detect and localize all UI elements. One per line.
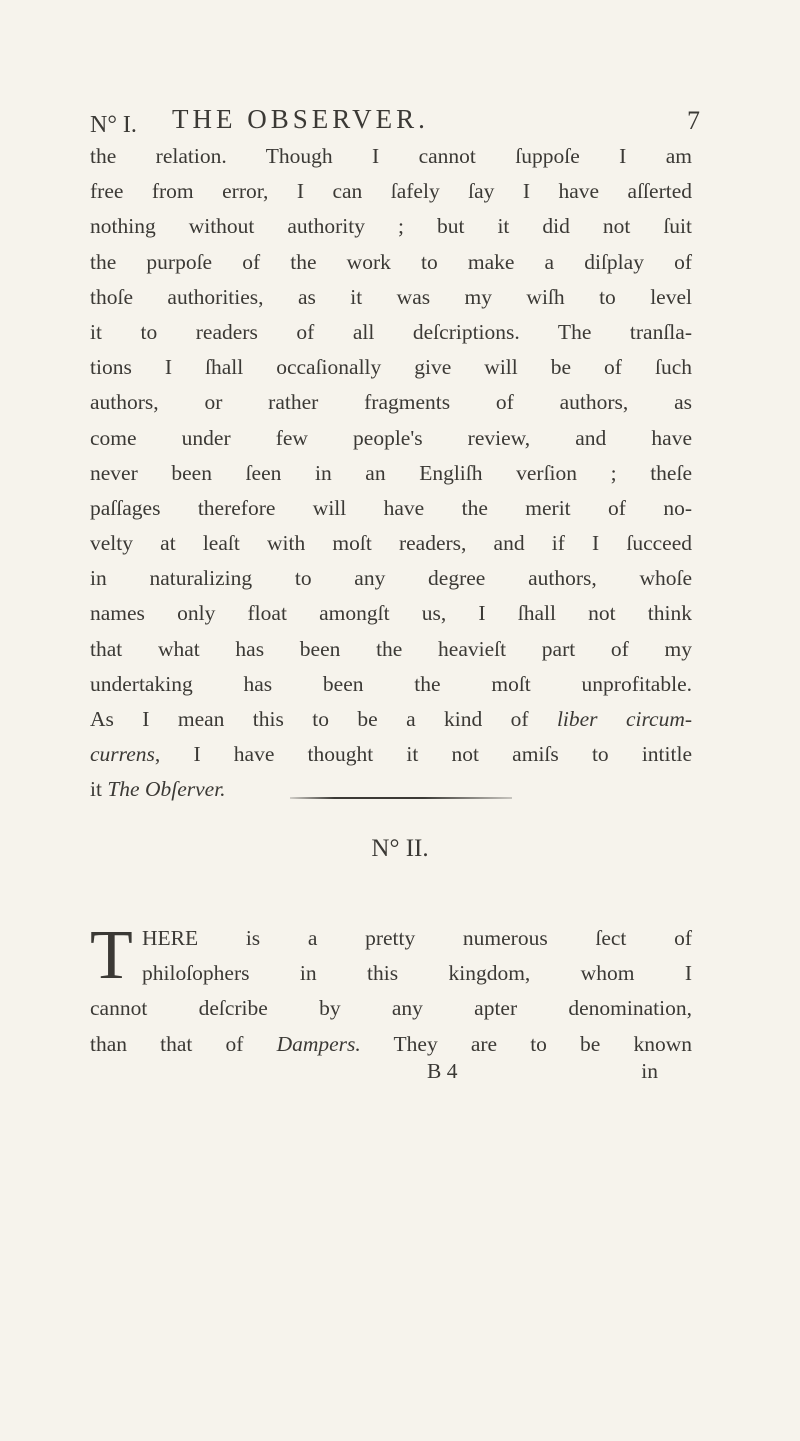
section-divider <box>290 797 512 799</box>
text-line: undertaking has been the moſt unprofitable. <box>90 671 692 696</box>
italic-span: Dampers. <box>276 1031 361 1056</box>
italic-span: liber circum- <box>556 707 693 731</box>
text-line: the purpoſe of the work to make a diſplay of <box>90 249 692 274</box>
text-line: nothing without authority ; but it did not ſuit <box>90 214 692 239</box>
text-line: it to readers of all deſcriptions. The tranſla- <box>90 319 692 344</box>
text-line: that what has been the heavieſt part of my <box>90 636 692 661</box>
text-line: names only float amongſt us, I ſhall not think <box>90 601 692 626</box>
text-line: the relation. Though I cannot ſuppoſe I am <box>90 144 692 168</box>
text-line: come under few people's review, and have <box>90 425 692 450</box>
text-span: than that of <box>90 1031 277 1056</box>
text-line <box>90 702 692 737</box>
text-line: tions I ſhall occaſionally give will be of ſuch <box>90 355 692 380</box>
italic-span: currens <box>90 742 155 767</box>
text-line: free from error, I can ſafely ſay I have aſſerted <box>90 179 692 204</box>
essay-number: N° I. <box>90 112 137 138</box>
text-line: velty at leaſt with moſt readers, and if I ſucceed <box>90 531 692 556</box>
running-title: THE OBSERVER. <box>172 104 429 134</box>
text-line: paſſages therefore will have the merit of no- <box>90 495 692 520</box>
text-line: cannot deſcribe by any apter denomination, <box>90 996 692 1021</box>
paragraph-1 <box>90 139 692 808</box>
drop-cap: T <box>90 917 133 994</box>
text-span: , I have thought it not amiſs to intitle <box>154 742 692 767</box>
text-span: They are to be known <box>360 1031 693 1056</box>
text-line <box>90 737 692 772</box>
italic-span: The Obſerver. <box>107 777 226 802</box>
paragraph-2 <box>90 917 693 1062</box>
page-number: 7 <box>687 106 700 135</box>
text-line: in naturalizing to any degree authors, whoſe <box>90 566 692 591</box>
text-line: HERE is a pretty numerous ſect of <box>142 926 692 950</box>
running-header <box>90 104 700 144</box>
text-line <box>90 1027 692 1062</box>
text-span: it <box>90 777 108 802</box>
signature-mark: B 4 <box>427 1059 458 1083</box>
section-heading: N° II. <box>371 835 429 862</box>
text-line: thoſe authorities, as it was my wiſh to level <box>90 284 692 309</box>
text-line: philoſophers in this kingdom, whom I <box>142 961 692 986</box>
text-span: As I mean this to be a kind of <box>90 707 557 731</box>
catchword: in <box>641 1059 658 1083</box>
text-line: never been ſeen in an Engliſh verſion ; theſe <box>90 460 692 485</box>
page-footer <box>90 1059 692 1094</box>
text-line: authors, or rather fragments of authors, as <box>90 390 692 415</box>
text-line <box>90 772 692 807</box>
